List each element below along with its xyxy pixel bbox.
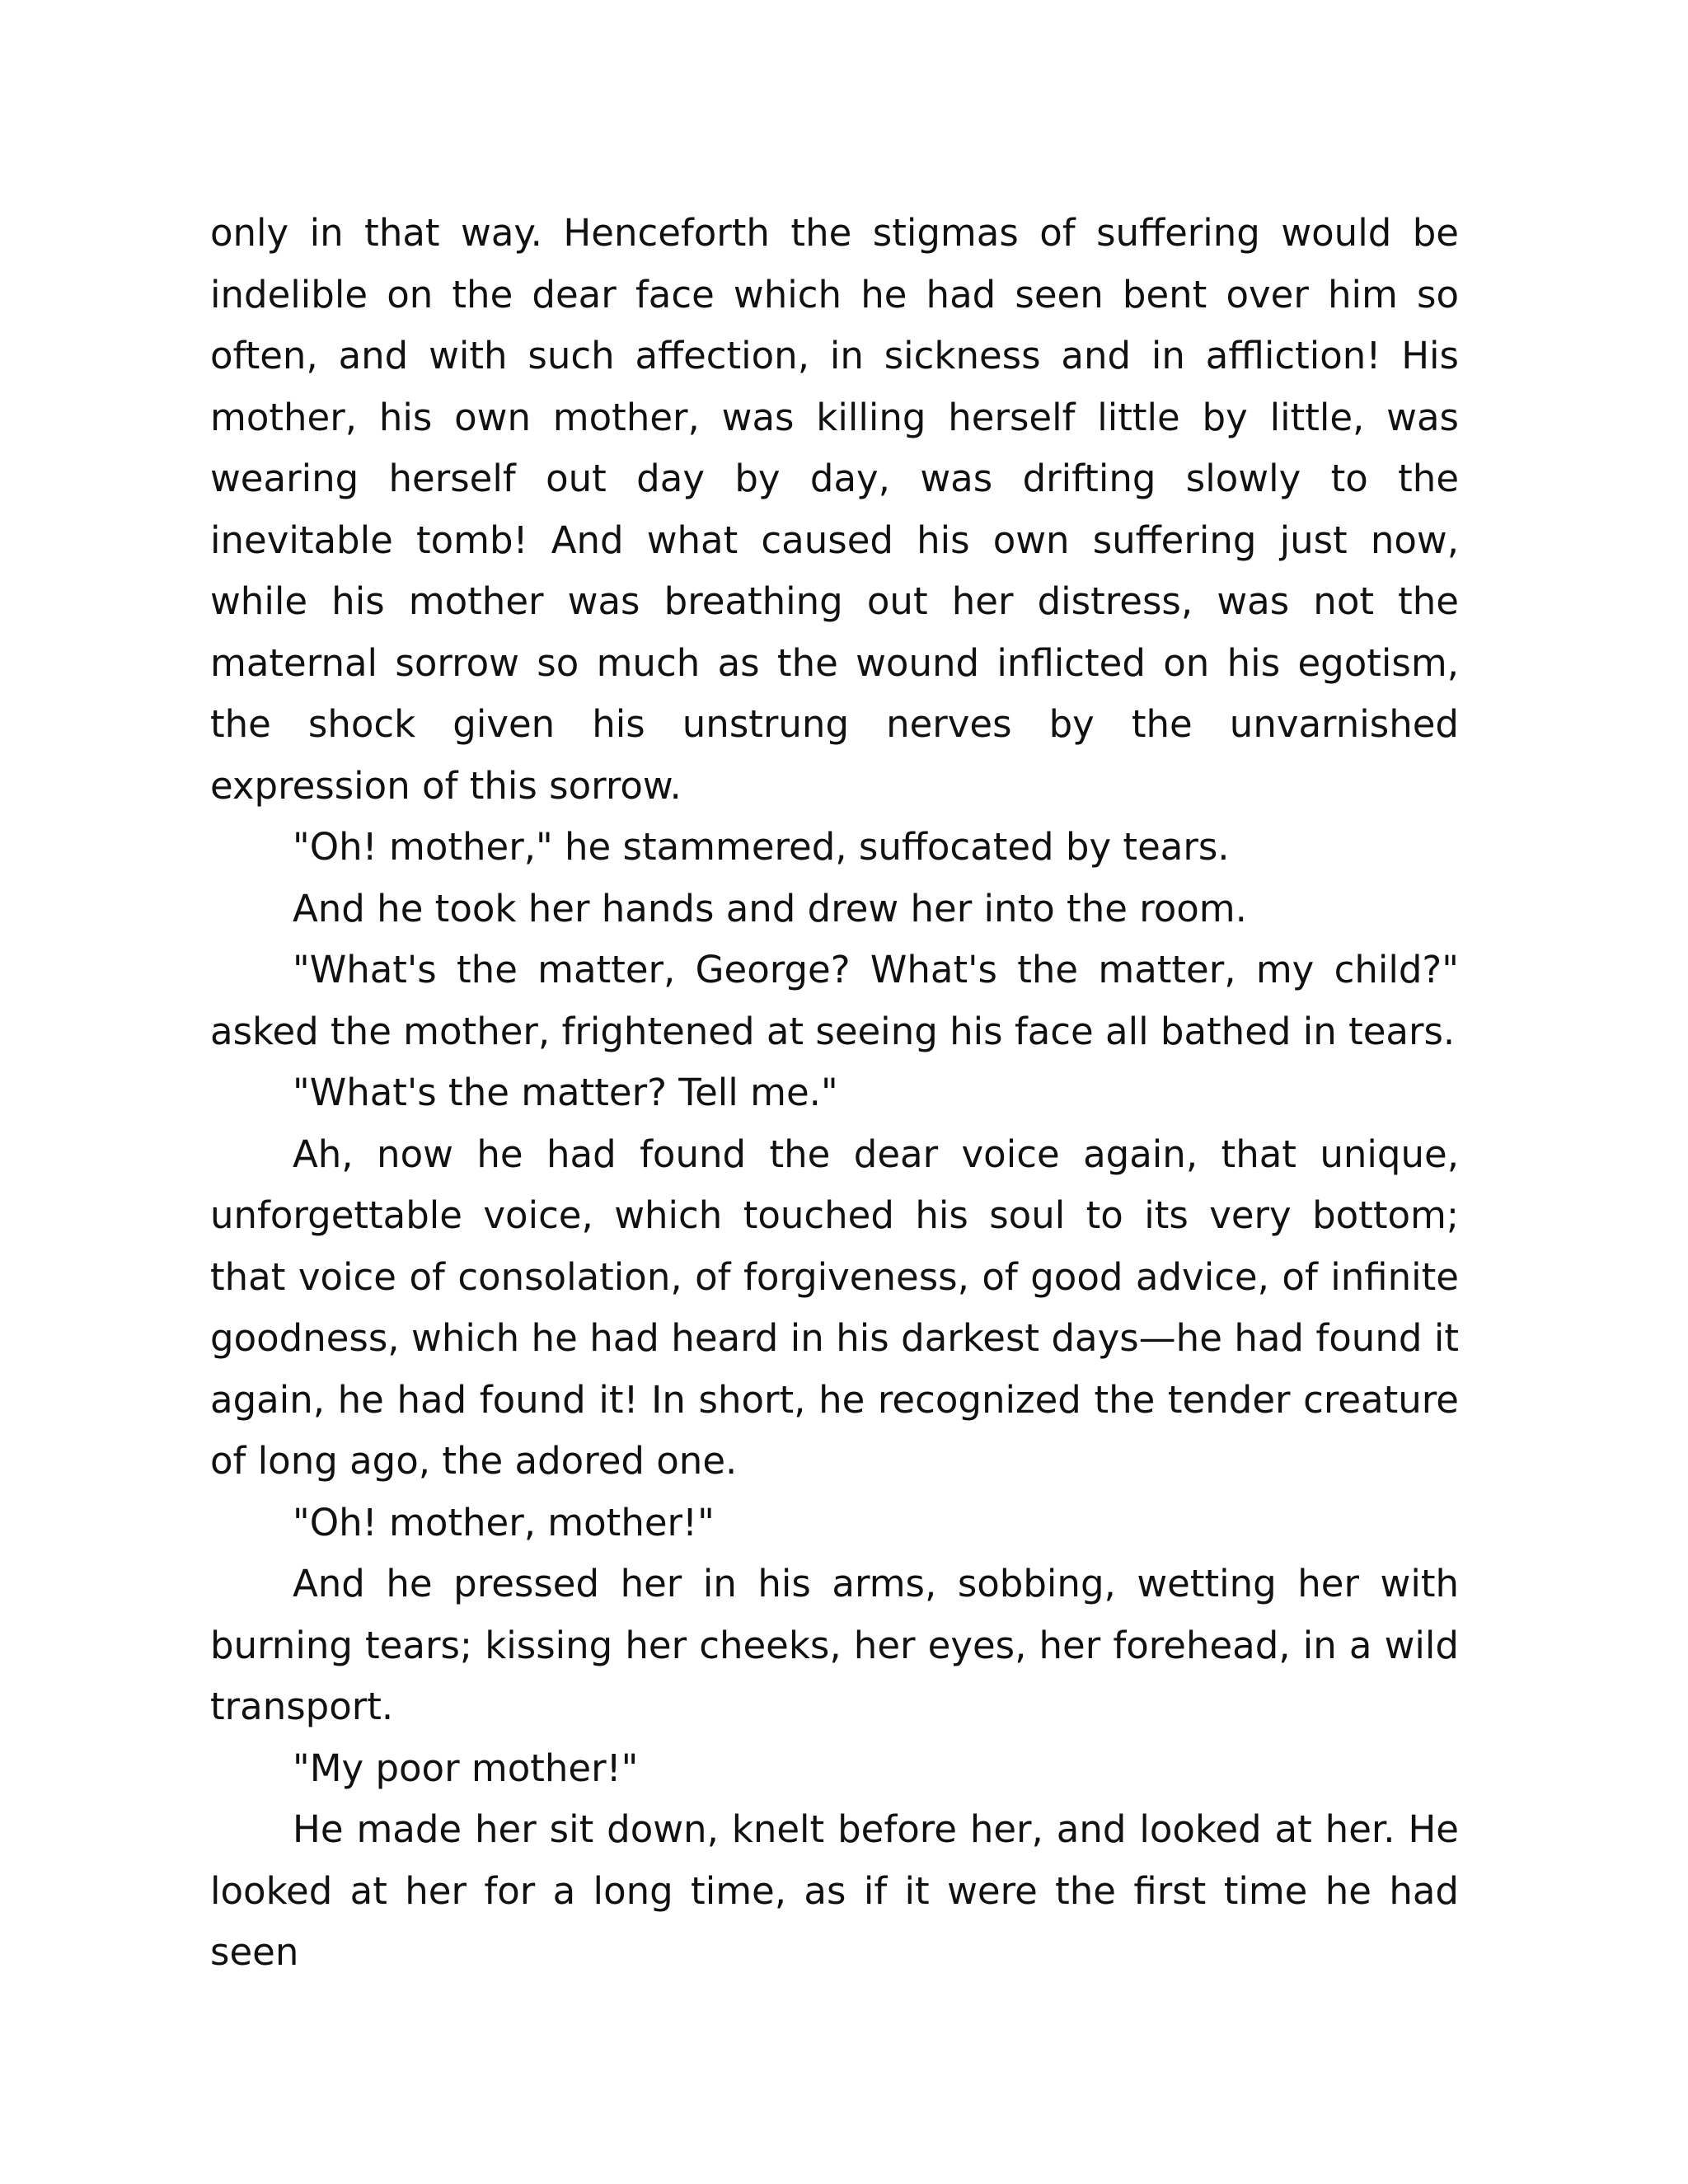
paragraph-2: "Oh! mother," he stammered, suffocated by tears. (293, 825, 1230, 869)
page-body (210, 203, 1459, 1984)
paragraph-6: Ah, now he had found the dear voice again, that unique, unforgettable voice, which touched his soul to its very bottom; that voice of consolation, of forgiveness, of good advice, of infinite goodness, which he had heard in his darkest days—he had found it again, he had found it! In short, he recognized the tender creature of long ago, the adored one. (210, 1132, 1459, 1483)
paragraph-7: "Oh! mother, mother!" (293, 1500, 715, 1544)
paragraph-3: And he took her hands and drew her into the room. (293, 886, 1247, 930)
paragraph-9: "My poor mother!" (293, 1746, 639, 1790)
paragraph-5: "What's the matter? Tell me." (293, 1071, 838, 1114)
paragraph-10: He made her sit down, knelt before her, and looked at her. He looked at her for a long time, as if it were the first time he had seen (210, 1807, 1459, 1974)
paragraph-8: And he pressed her in his arms, sobbing, wetting her with burning tears; kissing her cheeks, her eyes, her forehead, in a wild transport. (210, 1562, 1459, 1728)
paragraph-1: only in that way. Henceforth the stigmas of suffering would be indelible on the dear face which he had seen bent over him so often, and with such affection, in sickness and in affliction! His mother, his own mother, was killing herself little by little, was wearing herself out day by day, was drifting slowly to the inevitable tomb! And what caused his own suffering just now, while his mother was breathing out her distress, was not the maternal sorrow so much as the wound inflicted on his egotism, the shock given his unstrung nerves by the unvarnished expression of this sorrow. (210, 211, 1459, 808)
paragraph-4: "What's the matter, George? What's the matter, my child?" asked the mother, frightened at seeing his face all bathed in tears. (210, 948, 1459, 1053)
